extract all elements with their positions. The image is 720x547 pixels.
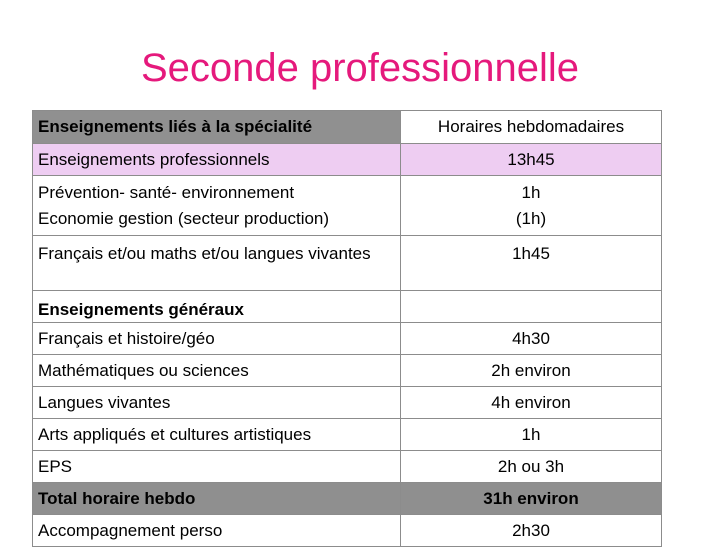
total-label: Total horaire hebdo bbox=[33, 483, 401, 515]
row-label: Mathématiques ou sciences bbox=[33, 355, 401, 387]
header-weekly-hours: Horaires hebdomadaires bbox=[401, 111, 662, 144]
table-row bbox=[33, 144, 662, 176]
row-value: 4h30 bbox=[401, 323, 662, 355]
row-label-line: Economie gestion (secteur production) bbox=[38, 208, 330, 228]
header-specialty: Enseignements liés à la spécialité bbox=[33, 111, 401, 144]
row-value-line: 1h bbox=[521, 182, 541, 202]
table-row bbox=[33, 419, 662, 451]
row-value: 4h environ bbox=[401, 387, 662, 419]
row-value: 2h ou 3h bbox=[401, 451, 662, 483]
row-value-line: (1h) bbox=[515, 208, 547, 228]
total-row bbox=[33, 483, 662, 515]
row-value bbox=[401, 291, 662, 323]
schedule-table bbox=[32, 110, 662, 547]
table-row bbox=[33, 515, 662, 547]
table-row bbox=[33, 387, 662, 419]
row-label: Accompagnement perso bbox=[33, 515, 401, 547]
total-value: 31h environ bbox=[401, 483, 662, 515]
table-header-row bbox=[33, 111, 662, 144]
row-label: EPS bbox=[33, 451, 401, 483]
row-label: Langues vivantes bbox=[33, 387, 401, 419]
row-value bbox=[401, 176, 662, 236]
row-value: 13h45 bbox=[401, 144, 662, 176]
table-row bbox=[33, 236, 662, 291]
table-row bbox=[33, 323, 662, 355]
row-label: Arts appliqués et cultures artistiques bbox=[33, 419, 401, 451]
row-label-line: Prévention- santé- environnement bbox=[38, 182, 295, 202]
row-value: 1h45 bbox=[401, 236, 662, 291]
section-label: Enseignements généraux bbox=[33, 291, 401, 323]
row-value: 1h bbox=[401, 419, 662, 451]
row-value: 2h30 bbox=[401, 515, 662, 547]
table-row bbox=[33, 355, 662, 387]
section-row bbox=[33, 291, 662, 323]
page-title: Seconde professionnelle bbox=[140, 46, 580, 90]
row-value: 2h environ bbox=[401, 355, 662, 387]
row-label: Français et histoire/géo bbox=[33, 323, 401, 355]
row-label: Enseignements professionnels bbox=[33, 144, 401, 176]
row-label bbox=[33, 176, 401, 236]
row-label: Français et/ou maths et/ou langues vivantes bbox=[33, 236, 401, 291]
table-row bbox=[33, 451, 662, 483]
table-row bbox=[33, 176, 662, 236]
